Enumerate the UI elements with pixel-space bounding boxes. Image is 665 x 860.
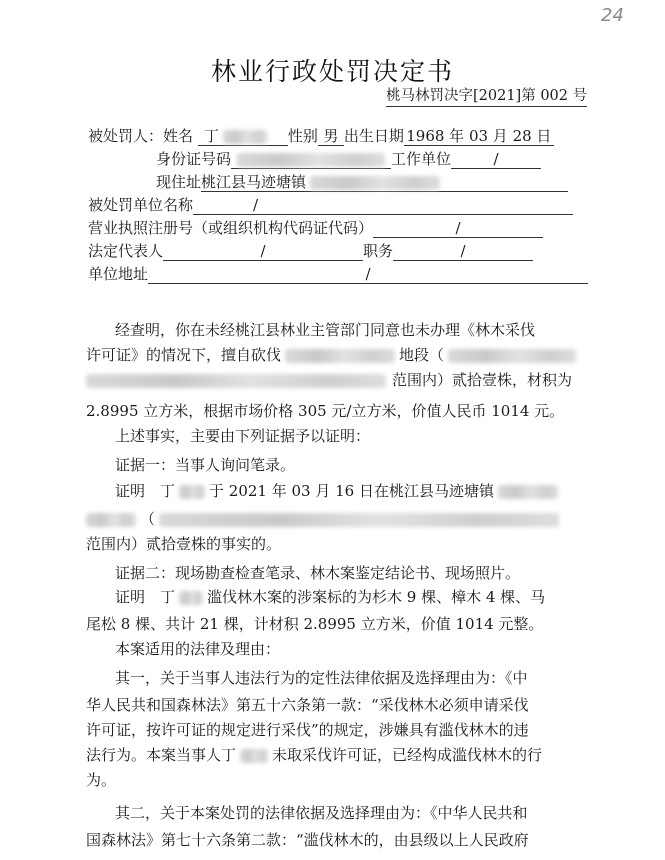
party-label: 被处罚人： [88, 127, 164, 145]
address-label: 现住址 [156, 173, 202, 191]
license-label: 营业执照注册号（或组织机构代码证代码） [88, 219, 374, 237]
body-line: 尾松 8 棵、共计 21 棵，计材积 2.8995 立方米，价值 1014 元整。 [86, 615, 544, 633]
body-text: 未取采伐许可证，已经构成滥伐林木的行 [272, 746, 543, 764]
document-title: 林业行政处罚决定书 [210, 57, 454, 86]
body-line [115, 479, 558, 504]
body-line: 上述事实，主要由下列证据予以证明： [115, 427, 371, 445]
body-line: 其一，关于当事人违法行为的定性法律依据及选择理由为：《中 [115, 669, 528, 687]
birth-label: 出生日期 [343, 127, 404, 145]
redacted-name [240, 749, 268, 763]
party-row-3 [156, 171, 568, 193]
gender-label: 性别 [287, 127, 318, 145]
body-line: 为。 [86, 771, 117, 789]
body-line: 本案适用的法律及理由： [115, 640, 281, 658]
redacted-name [179, 485, 205, 499]
unit-address-value: / [148, 265, 588, 284]
party-row-2 [156, 148, 541, 170]
birth-date-value: 1968 年 03 月 28 日 [404, 127, 554, 146]
name-label: 姓名 [163, 127, 194, 145]
rep-value: / [163, 242, 363, 261]
body-line: 经查明，你在未经桃江县林业主管部门同意也未办理《林木采伐 [115, 321, 536, 339]
body-line: 华人民共和国森林法》第五十六条第一款：“采伐林木必须申请采伐 [86, 696, 529, 714]
body-line: 证据二：现场勘查检查笔录、林木案鉴定结论书、现场照片。 [115, 564, 521, 582]
redacted-location [285, 349, 395, 363]
body-text: 于 2021 年 03 月 16 日在桃江县马迹塘镇 [209, 482, 494, 500]
post-value: / [393, 242, 533, 261]
redacted-location [448, 349, 576, 363]
address-value: 桃江县马迹塘镇 [201, 173, 307, 191]
employer-label: 工作单位 [391, 150, 452, 168]
post-label: 职务 [363, 242, 394, 260]
name-field [198, 127, 288, 146]
document-number: 桃马林罚决字[2021]第 002 号 [386, 84, 587, 107]
redacted-id-number [237, 153, 385, 167]
unit-address-label: 单位地址 [88, 265, 149, 283]
redacted-name [223, 130, 267, 144]
redacted-location [498, 485, 558, 499]
party-row-7 [88, 263, 588, 285]
body-text: 许可证》的情况下，擅自砍伐 [86, 346, 282, 364]
license-value: / [373, 219, 543, 238]
body-line: 证据一：当事人询问笔录。 [115, 456, 296, 474]
body-line: 其二，关于本案处罚的法律依据及选择理由为：《中华人民共和 [115, 804, 528, 822]
body-text: 证明 丁 [115, 482, 176, 500]
body-line: 许可证，按许可证的规定进行采伐”的规定，涉嫌具有滥伐林木的违 [86, 721, 529, 739]
body-line [86, 368, 572, 393]
redacted-name [179, 591, 203, 605]
body-text: 滥伐林木案的涉案标的为杉木 9 棵、樟木 4 棵、马 [207, 588, 546, 606]
body-text: 地段（ [399, 346, 445, 364]
name-value: 丁 [203, 127, 219, 145]
body-line [86, 343, 576, 368]
employer-value: / [451, 150, 541, 169]
body-text: 范围内）贰拾壹株，材积为 [392, 371, 573, 389]
handwritten-page-mark: 24 [601, 5, 624, 26]
body-text: （ [140, 510, 156, 528]
redacted-location [86, 374, 386, 388]
rep-label: 法定代表人 [88, 242, 164, 260]
party-row-4 [88, 194, 573, 216]
redacted-address [310, 176, 440, 190]
body-line [115, 585, 545, 610]
body-text: 证明 丁 [115, 588, 176, 606]
redacted-location [159, 513, 559, 527]
body-line [86, 507, 559, 532]
unit-name-value: / [193, 196, 573, 215]
id-field [231, 150, 391, 169]
redacted-location [86, 513, 136, 527]
body-text: 法行为。本案当事人丁 [86, 746, 237, 764]
party-row-6 [88, 240, 533, 262]
id-label: 身份证号码 [156, 150, 232, 168]
body-line: 国森林法》第七十六条第二款：“滥伐林木的，由县级以上人民政府 [86, 831, 529, 849]
body-line [86, 743, 542, 768]
party-row-5 [88, 217, 543, 239]
body-line: 范围内）贰拾壹株的事实的。 [86, 535, 282, 553]
unit-name-label: 被处罚单位名称 [88, 196, 194, 214]
address-field [201, 173, 568, 192]
gender-value: 男 [318, 127, 344, 146]
party-row-1 [88, 125, 554, 147]
body-line: 2.8995 立方米，根据市场价格 305 元/立方米，价值人民币 1014 元。 [86, 402, 565, 420]
